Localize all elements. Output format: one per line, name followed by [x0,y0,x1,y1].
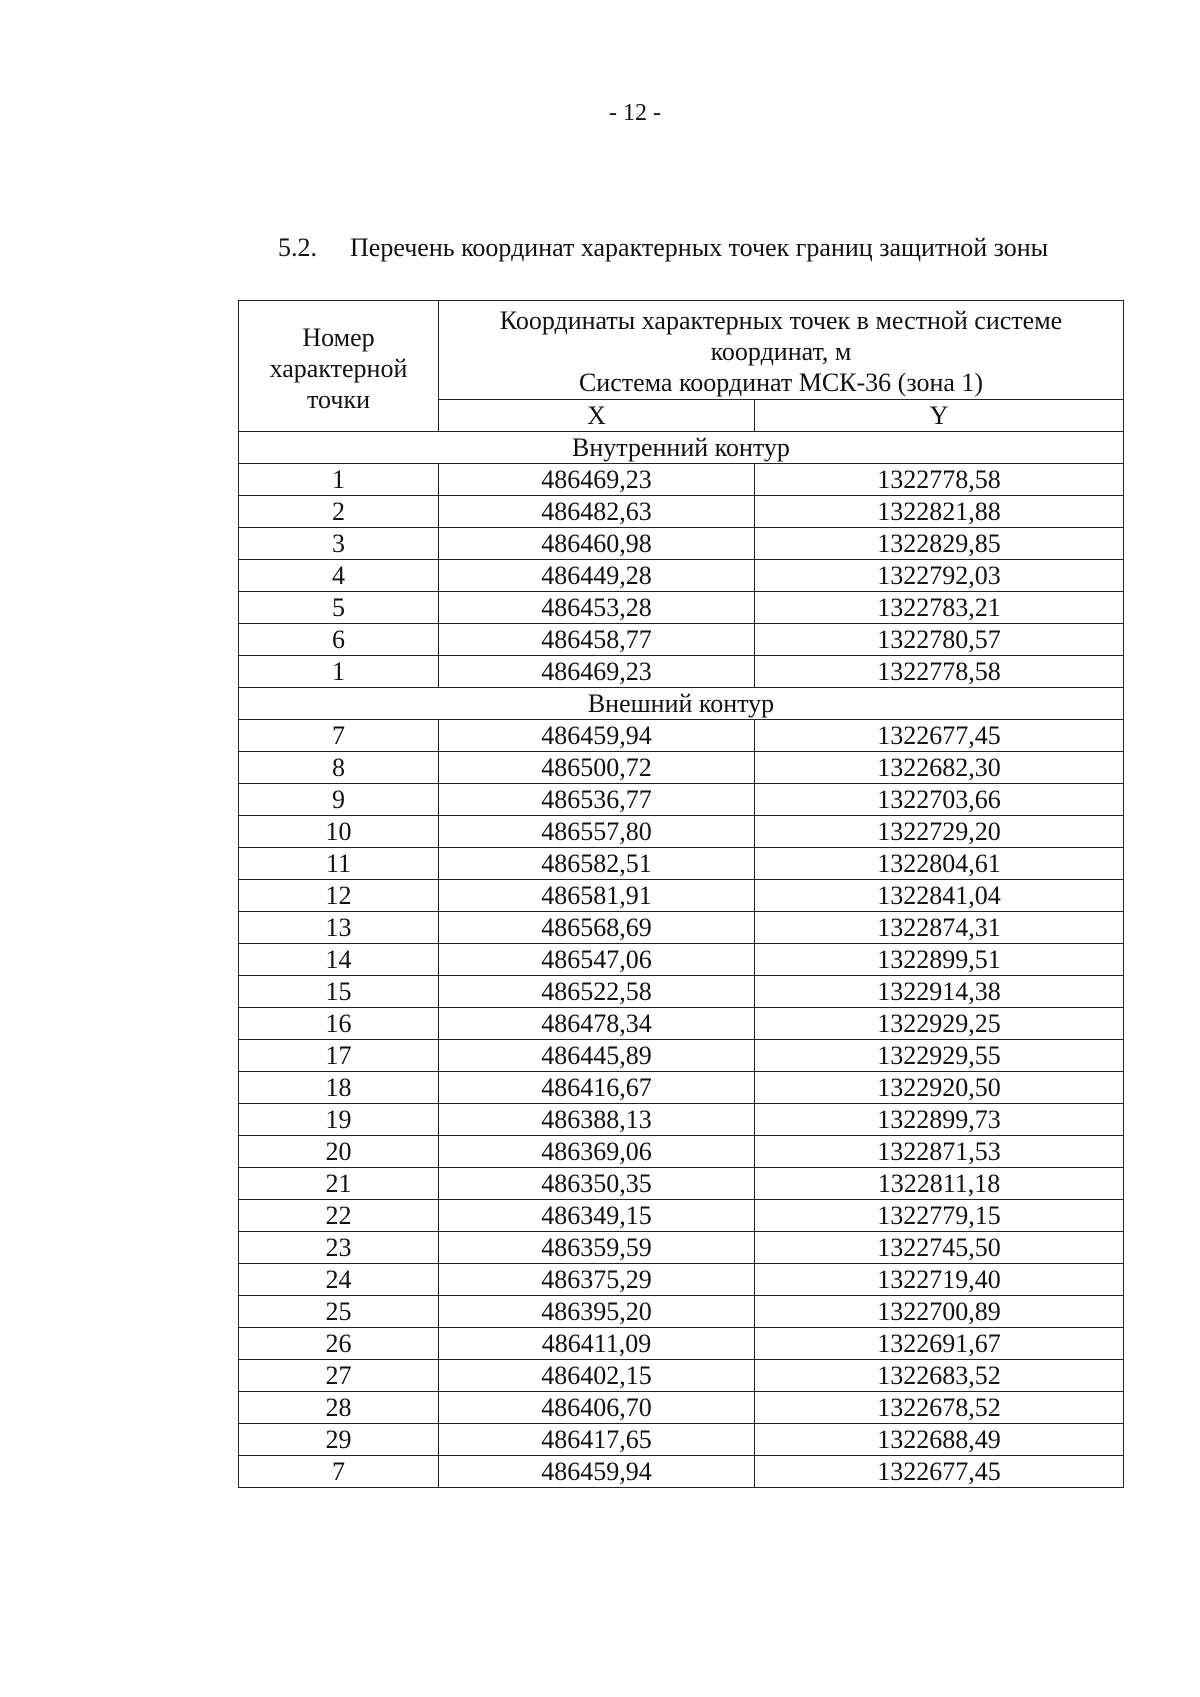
y-column-header: Y [755,400,1124,432]
x-coordinate-cell: 486458,77 [439,624,755,656]
section-title: Внешний контур [239,688,1124,720]
y-coordinate-cell: 1322821,88 [755,496,1124,528]
table-row [239,1200,1124,1232]
section-title: Перечень координат характерных точек границ защитной зоны [350,233,1049,262]
table-row [239,1456,1124,1488]
y-coordinate-cell: 1322729,20 [755,816,1124,848]
x-coordinate-cell: 486416,67 [439,1072,755,1104]
table-row [239,464,1124,496]
table-row [239,1168,1124,1200]
y-coordinate-cell: 1322678,52 [755,1392,1124,1424]
table-row [239,816,1124,848]
table-row [239,1360,1124,1392]
y-coordinate-cell: 1322745,50 [755,1232,1124,1264]
y-coordinate-cell: 1322874,31 [755,912,1124,944]
point-number-cell: 12 [239,880,439,912]
table-row [239,880,1124,912]
y-coordinate-cell: 1322841,04 [755,880,1124,912]
x-coordinate-cell: 486568,69 [439,912,755,944]
section-title: Внутренний контур [239,432,1124,464]
point-number-cell: 1 [239,464,439,496]
table-header [239,301,1124,432]
point-number-cell: 28 [239,1392,439,1424]
table-row [239,752,1124,784]
table-row [239,1392,1124,1424]
point-number-cell: 23 [239,1232,439,1264]
x-coordinate-cell: 486411,09 [439,1328,755,1360]
section-number: 5.2. [278,233,317,262]
point-number-cell: 3 [239,528,439,560]
coordinates-title: Координаты характерных точек в местной системе координат, м [499,305,1063,366]
table-row [239,560,1124,592]
table-row [239,1104,1124,1136]
table-row [239,848,1124,880]
x-coordinate-cell: 486581,91 [439,880,755,912]
y-coordinate-cell: 1322783,21 [755,592,1124,624]
y-coordinate-cell: 1322703,66 [755,784,1124,816]
point-number-cell: 7 [239,720,439,752]
point-number-cell: 19 [239,1104,439,1136]
page-number: - 12 - [609,100,661,126]
y-coordinate-cell: 1322920,50 [755,1072,1124,1104]
point-number-cell: 5 [239,592,439,624]
x-coordinate-cell: 486522,58 [439,976,755,1008]
table-row [239,656,1124,688]
table-row [239,944,1124,976]
point-number-cell: 7 [239,1456,439,1488]
point-number-cell: 25 [239,1296,439,1328]
point-number-cell: 20 [239,1136,439,1168]
x-coordinate-cell: 486395,20 [439,1296,755,1328]
x-coordinate-cell: 486469,23 [439,656,755,688]
y-coordinate-cell: 1322811,18 [755,1168,1124,1200]
x-coordinate-cell: 486469,23 [439,464,755,496]
point-number-cell: 1 [239,656,439,688]
x-column-header: X [439,400,755,432]
table-row [239,1424,1124,1456]
x-coordinate-cell: 486402,15 [439,1360,755,1392]
point-number-cell: 8 [239,752,439,784]
table-row [239,1232,1124,1264]
coordinate-system: Система координат МСК-36 (зона 1) [578,367,984,397]
point-number-header: Номер характерной точки [239,301,439,432]
point-number-cell: 14 [239,944,439,976]
point-number-cell: 27 [239,1360,439,1392]
y-coordinate-cell: 1322688,49 [755,1424,1124,1456]
x-coordinate-cell: 486350,35 [439,1168,755,1200]
table-row [239,976,1124,1008]
y-coordinate-cell: 1322778,58 [755,464,1124,496]
x-coordinate-cell: 486388,13 [439,1104,755,1136]
table-body [239,432,1124,1488]
table-row [239,912,1124,944]
point-number-cell: 26 [239,1328,439,1360]
y-coordinate-cell: 1322691,67 [755,1328,1124,1360]
section-heading [278,233,1048,263]
y-coordinate-cell: 1322682,30 [755,752,1124,784]
y-coordinate-cell: 1322677,45 [755,720,1124,752]
table-row [239,496,1124,528]
point-number-cell: 24 [239,1264,439,1296]
section-row [239,432,1124,464]
x-coordinate-cell: 486557,80 [439,816,755,848]
table-row [239,624,1124,656]
y-coordinate-cell: 1322929,25 [755,1008,1124,1040]
x-coordinate-cell: 486359,59 [439,1232,755,1264]
point-number-cell: 15 [239,976,439,1008]
point-number-cell: 6 [239,624,439,656]
table-row [239,1264,1124,1296]
y-coordinate-cell: 1322683,52 [755,1360,1124,1392]
point-number-cell: 11 [239,848,439,880]
section-row [239,688,1124,720]
point-number-cell: 2 [239,496,439,528]
y-coordinate-cell: 1322677,45 [755,1456,1124,1488]
y-coordinate-cell: 1322899,73 [755,1104,1124,1136]
point-number-cell: 9 [239,784,439,816]
y-coordinate-cell: 1322829,85 [755,528,1124,560]
y-coordinate-cell: 1322792,03 [755,560,1124,592]
table-row [239,1296,1124,1328]
point-number-cell: 29 [239,1424,439,1456]
x-coordinate-cell: 486582,51 [439,848,755,880]
x-coordinate-cell: 486406,70 [439,1392,755,1424]
table-row [239,720,1124,752]
x-coordinate-cell: 486500,72 [439,752,755,784]
table-row [239,784,1124,816]
x-coordinate-cell: 486459,94 [439,720,755,752]
table-row [239,1072,1124,1104]
point-number-cell: 21 [239,1168,439,1200]
x-coordinate-cell: 486349,15 [439,1200,755,1232]
y-coordinate-cell: 1322899,51 [755,944,1124,976]
x-coordinate-cell: 486369,06 [439,1136,755,1168]
x-coordinate-cell: 486478,34 [439,1008,755,1040]
point-number-cell: 10 [239,816,439,848]
y-coordinate-cell: 1322804,61 [755,848,1124,880]
table-row [239,1040,1124,1072]
table-row [239,1136,1124,1168]
point-number-cell: 18 [239,1072,439,1104]
y-coordinate-cell: 1322929,55 [755,1040,1124,1072]
y-coordinate-cell: 1322719,40 [755,1264,1124,1296]
x-coordinate-cell: 486482,63 [439,496,755,528]
table-row [239,1328,1124,1360]
x-coordinate-cell: 486547,06 [439,944,755,976]
point-number-cell: 4 [239,560,439,592]
coordinates-table [238,300,1124,1488]
x-coordinate-cell: 486460,98 [439,528,755,560]
point-number-cell: 16 [239,1008,439,1040]
y-coordinate-cell: 1322700,89 [755,1296,1124,1328]
table-row [239,528,1124,560]
table-row [239,1008,1124,1040]
x-coordinate-cell: 486453,28 [439,592,755,624]
x-coordinate-cell: 486445,89 [439,1040,755,1072]
y-coordinate-cell: 1322871,53 [755,1136,1124,1168]
point-number-cell: 22 [239,1200,439,1232]
point-number-cell: 13 [239,912,439,944]
x-coordinate-cell: 486536,77 [439,784,755,816]
x-coordinate-cell: 486459,94 [439,1456,755,1488]
x-coordinate-cell: 486375,29 [439,1264,755,1296]
point-number-cell: 17 [239,1040,439,1072]
y-coordinate-cell: 1322914,38 [755,976,1124,1008]
x-coordinate-cell: 486417,65 [439,1424,755,1456]
y-coordinate-cell: 1322778,58 [755,656,1124,688]
y-coordinate-cell: 1322779,15 [755,1200,1124,1232]
y-coordinate-cell: 1322780,57 [755,624,1124,656]
coordinates-header [439,301,1124,400]
table-row [239,592,1124,624]
x-coordinate-cell: 486449,28 [439,560,755,592]
